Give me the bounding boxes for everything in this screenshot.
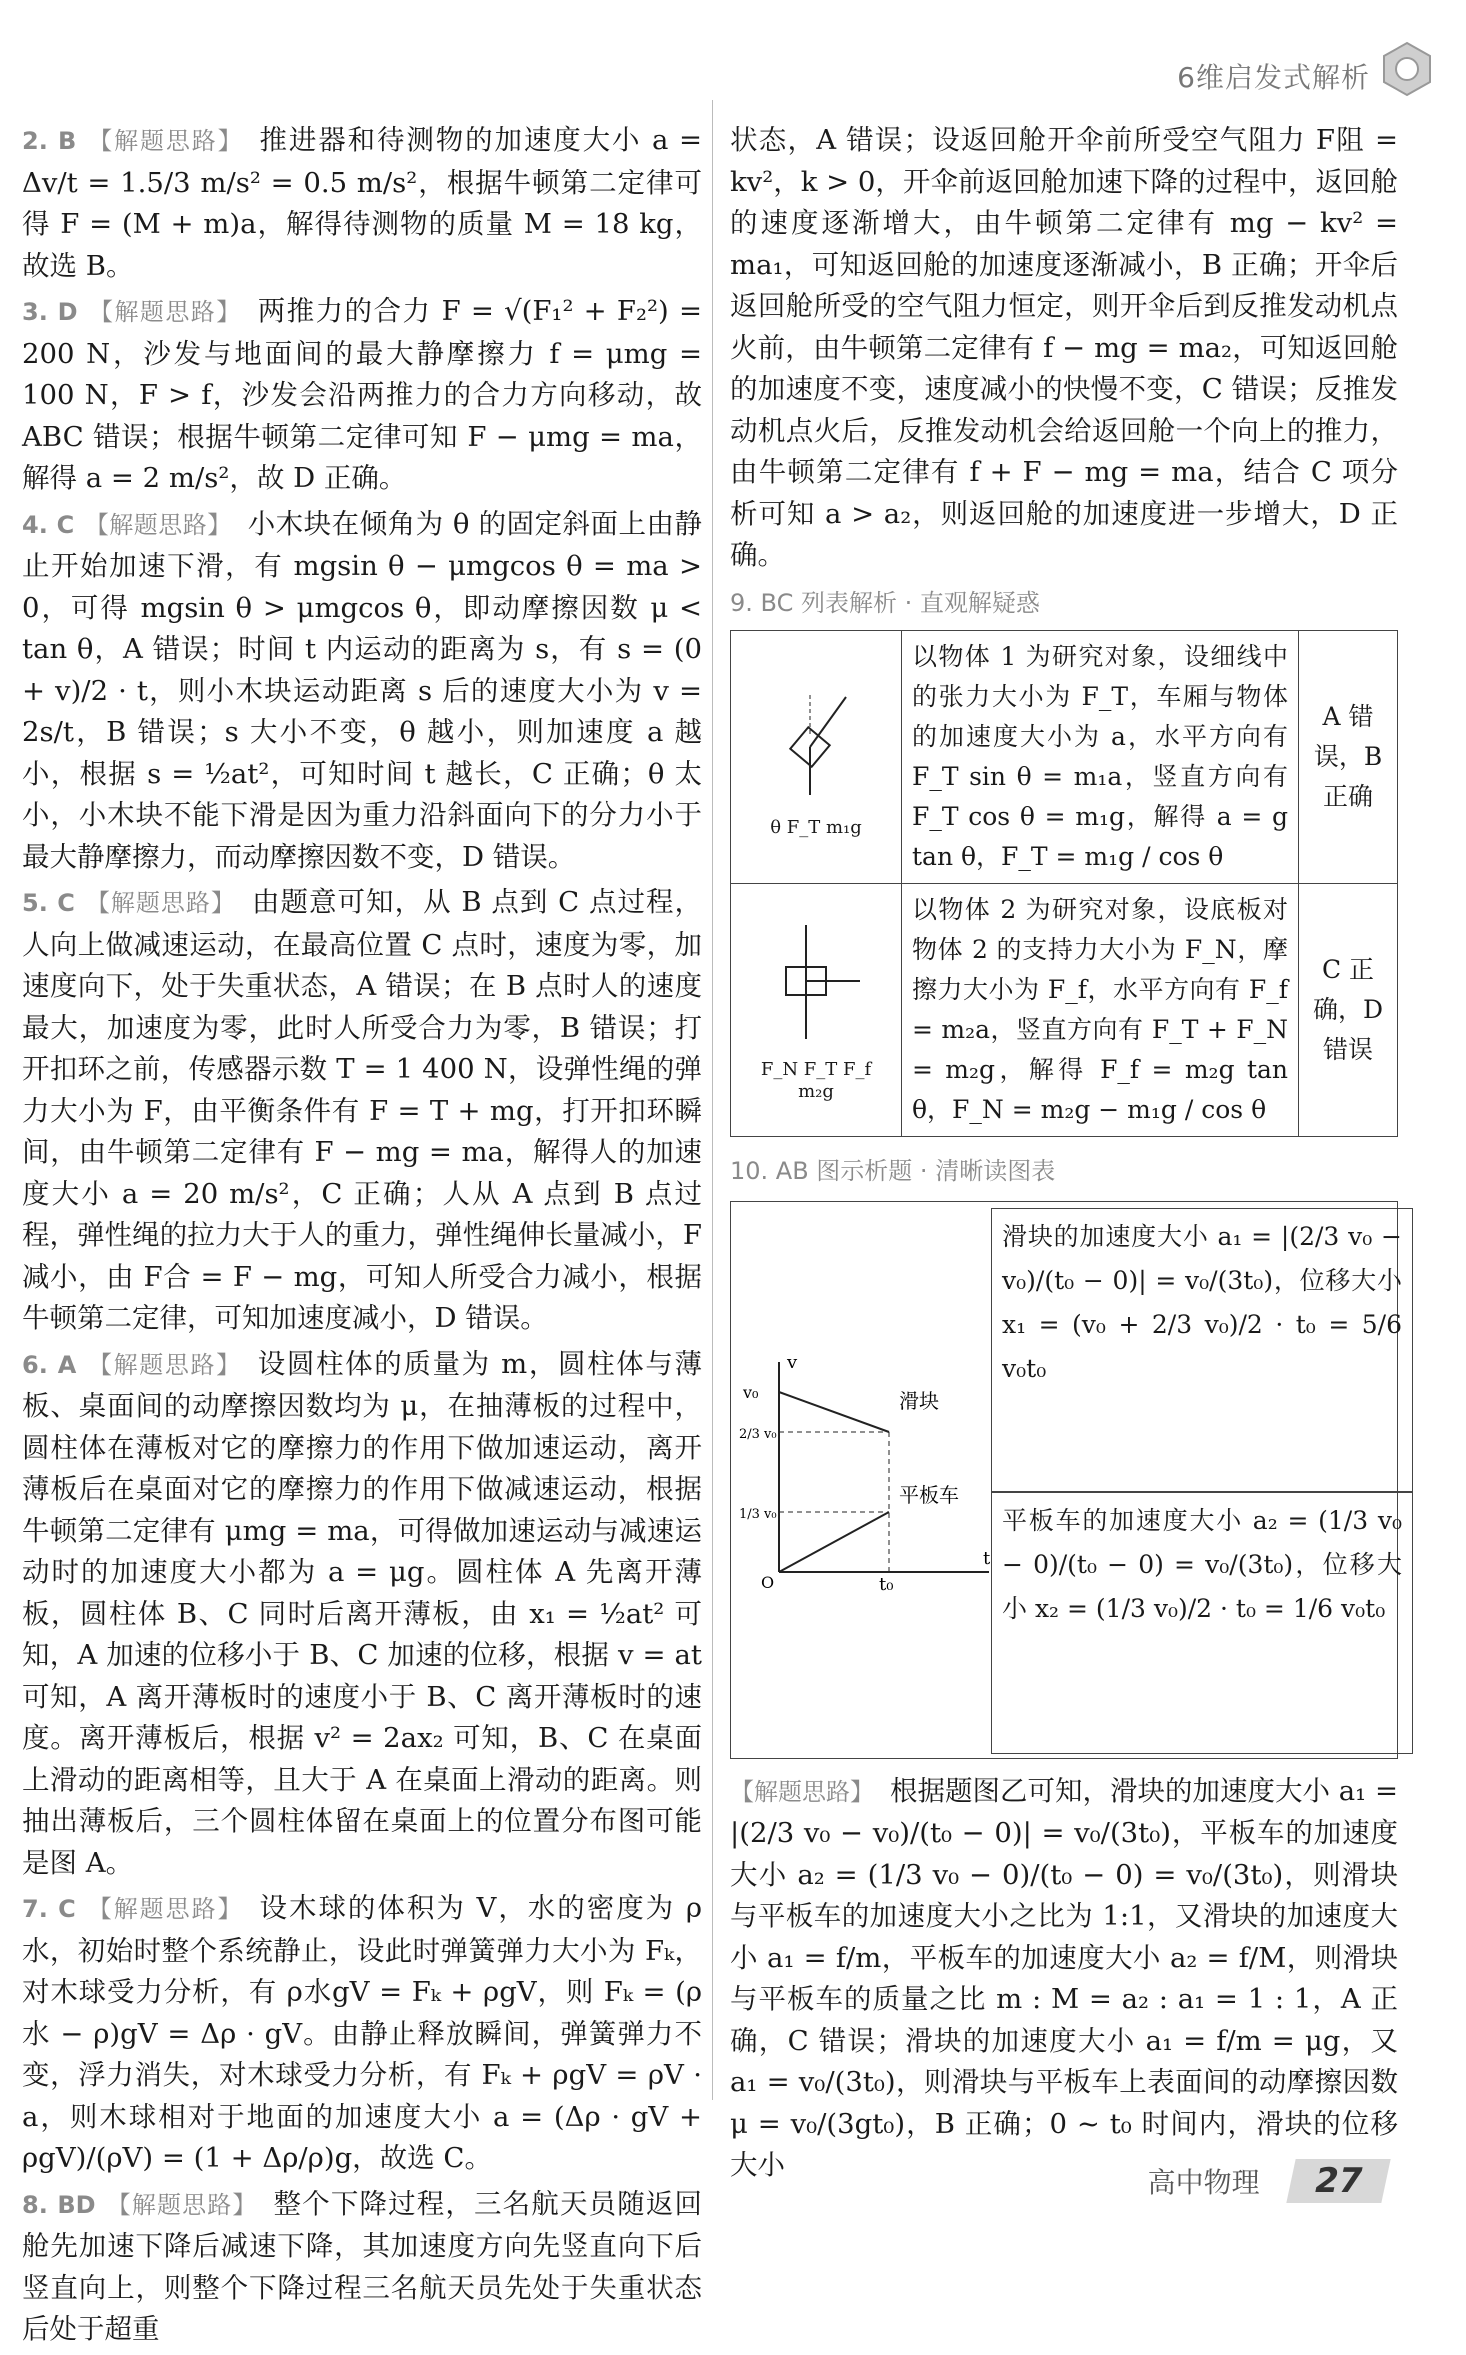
table-row <box>731 884 1398 1137</box>
header-logo-icon <box>1378 40 1436 98</box>
q10-diagram <box>730 1201 1402 1759</box>
footer-subject: 高中物理 <box>1147 2166 1260 2199</box>
svg-text:O: O <box>761 1572 775 1592</box>
svg-text:滑块: 滑块 <box>899 1388 939 1413</box>
svg-text:平板车: 平板车 <box>899 1482 959 1507</box>
q9-analysis-1: 以物体 1 为研究对象，设细线中的张力大小为 F_T，车厢与物体的加速度大小为 a，水平方向有 F_T sin θ = m₁a，竖直方向有 F_T cos θ = m₁g，解得 a = g tan θ，F_T = m₁g / cos θ <box>902 631 1299 884</box>
block-line <box>779 1392 889 1432</box>
force-diagram-1-icon <box>756 675 876 805</box>
q9-figure-2: F_N F_T F_f m₂g <box>731 884 902 1137</box>
column-divider <box>712 100 713 2100</box>
table-row <box>731 631 1398 884</box>
q10-block-box: 滑块的加速度大小 a₁ = |(2/3 v₀ − v₀)/(t₀ − 0)| = v₀/(3t₀)，位移大小 x₁ = (v₀ + 2/3 v₀)/2 · t₀ = 5/6 v₀t₀ <box>991 1208 1413 1492</box>
answer-10-thinking: 【解题思路】 根据题图乙可知，滑块的加速度大小 a₁ = |(2/3 v₀ − v₀)/(t₀ − 0)| = v₀/(3t₀)，平板车的加速度大小 a₂ = (1/3 v₀ − 0)/(t₀ − 0) = v₀/(3t₀)，则滑块与平板车的加速度大小之比为 1:1，又滑块的加速度大小 a₁ = f/m，平板车的加速度大小 a₂ = f/M，则滑块与平板车的质量之比 m : M = a₂ : a₁ = 1 : 1，A 正确，C 错误；滑块的加速度大小 a₁ = f/m = μg，又 a₁ = v₀/(3t₀)，则滑块与平板车上表面间的动摩擦因数 μ = v₀/(3gt₀)，B 正确；0 ~ t₀ 时间内，滑块的位移大小 <box>730 1774 1398 2181</box>
left-column <box>22 120 702 2355</box>
svg-text:t: t <box>983 1547 991 1569</box>
vt-graph <box>739 1352 1009 1592</box>
q9-result-1: A 错误，B 正确 <box>1299 631 1398 884</box>
page-footer <box>1148 2159 1386 2203</box>
q10-cart-box: 平板车的加速度大小 a₂ = (1/3 v₀ − 0)/(t₀ − 0) = v₀/(3t₀)，位移大小 x₂ = (1/3 v₀)/2 · t₀ = 1/6 v₀t₀ <box>991 1492 1413 1754</box>
answer-4: 4. C 【解题思路】 小木块在倾角为 θ 的固定斜面上由静止开始加速下滑，有 mgsin θ − μmgcos θ = ma > 0，可得 mgsin θ > μmgcos θ，即动摩擦因数 μ < tan θ，A 错误；时间 t 内运动的距离为 s，有 s = (0 + v)/2 · t，则小木块运动距离 s 后的速度大小为 v = 2s/t，B 错误；s 大小不变，θ 越小，则加速度 a 越小，根据 s = ½at²，可知时间 t 越长，C 正确；θ 太小，小木块不能下滑是因为重力沿斜面向下的分力小于最大静摩擦力，而动摩擦因数不变，D 错误。 <box>22 507 702 873</box>
answer-7: 7. C 【解题思路】 设木球的体积为 V，水的密度为 ρ水，初始时整个系统静止，设此时弹簧弹力大小为 Fₖ，对木球受力分析，有 ρ水gV = Fₖ + ρgV，则 Fₖ = (ρ水 − ρ)gV = Δρ · gV。由静止释放瞬间，弹簧弹力不变，浮力消失，对木球受力分析，有 Fₖ + ρgV = ρV · a，则木球相对于地面的加速度大小 a = (Δρ · gV + ρgV)/(ρV) = (1 + Δρ/ρ)g，故选 C。 <box>22 1892 702 2174</box>
q9-analysis-2: 以物体 2 为研究对象，设底板对物体 2 的支持力大小为 F_N，摩擦力大小为 F_f，水平方向有 F_f = m₂a，竖直方向有 F_T + F_N = m₂g，解得 F_f = m₂g tan θ，F_N = m₂g − m₁g / cos θ <box>902 884 1299 1137</box>
q9-result-2: C 正确，D 错误 <box>1299 884 1398 1137</box>
q9-figure-1: θ F_T m₁g <box>731 631 902 884</box>
svg-text:t₀: t₀ <box>879 1573 894 1592</box>
svg-text:2/3 v₀: 2/3 v₀ <box>739 1426 777 1442</box>
answer-6: 6. A 【解题思路】 设圆柱体的质量为 m，圆柱体与薄板、桌面间的动摩擦因数均为 μ，在抽薄板的过程中，圆柱体在薄板对它的摩擦力的作用下做加速运动，离开薄板后在桌面对它的摩擦力的作用下做减速运动，根据牛顿第二定律有 μmg = ma，可得做加速运动与减速运动时的加速度大小都为 a = μg。圆柱体 A 先离开薄板，圆柱体 B、C 同时后离开薄板，由 x₁ = ½at² 可知，A 加速的位移小于 B、C 加速的位移，根据 v = at 可知，A 离开薄板时的速度小于 B、C 离开薄板时的速度。离开薄板后，根据 v² = 2ax₂ 可知，B、C 在桌面上滑动的距离相等，且大于 A 在桌面上滑动的距离。则抽出薄板后，三个圆柱体留在桌面上的位置分布图可能是图 A。 <box>22 1347 702 1879</box>
q9-header: 9. BC 列表解析 · 直观解疑惑 <box>730 588 1040 617</box>
svg-text:1/3 v₀: 1/3 v₀ <box>739 1506 777 1522</box>
force-diagram-2-icon <box>756 917 876 1047</box>
right-column <box>730 120 1402 2191</box>
q10-header: 10. AB 图示析题 · 清晰读图表 <box>730 1157 1056 1185</box>
page-number: 27 <box>1286 2159 1391 2203</box>
svg-text:v: v <box>787 1351 798 1373</box>
q9-table <box>730 630 1398 1137</box>
svg-text:v₀: v₀ <box>743 1382 759 1402</box>
answer-3: 3. D 【解题思路】 两推力的合力 F = √(F₁² + F₂²) = 200 N，沙发与地面间的最大静摩擦力 f = μmg = 100 N，F > f，沙发会沿两推力的合力方向移动，故 ABC 错误；根据牛顿第二定律可知 F − μmg = ma，解得 a = 2 m/s²，故 D 正确。 <box>22 295 702 494</box>
header-title: 6维启发式解析 <box>1177 61 1370 94</box>
answer-8-continued: 状态，A 错误；设返回舱开伞前所受空气阻力 F阻 = kv²，k > 0，开伞前返回舱加速下降的过程中，返回舱的速度逐渐增大，由牛顿第二定律有 mg − kv² = ma₁，可知返回舱的加速度逐渐减小，B 正确；开伞后返回舱所受的空气阻力恒定，则开伞后到反推发动机点火前，由牛顿第二定律有 f − mg = ma₂，可知返回舱的加速度不变，速度减小的快慢不变，C 错误；反推发动机点火后，反推发动机会给返回舱一个向上的推力，由牛顿第二定律有 f + F − mg = ma，结合 C 项分析可知 a > a₂，则返回舱的加速度进一步增大，D 正确。 <box>730 124 1398 571</box>
answer-5: 5. C 【解题思路】 由题意可知，从 B 点到 C 点过程，人向上做减速运动，在最高位置 C 点时，速度为零，加速度向下，处于失重状态，A 错误；在 B 点时人的速度最大，加速度为零，此时人所受合力为零，B 错误；打开扣环之前，传感器示数 T = 1 400 N，设弹性绳的弹力大小为 F，由平衡条件有 F = T + mg，打开扣环瞬间，由牛顿第二定律有 F − mg = ma，解得人的加速度大小 a = 20 m/s²，C 正确；人从 A 点到 B 点过程，弹性绳的拉力大于人的重力，弹性绳伸长量减小，F 减小，由 F合 = F − mg，可知人所受合力减小，根据牛顿第二定律，可知加速度减小，D 错误。 <box>22 886 703 1334</box>
cart-line <box>779 1512 889 1572</box>
answer-8: 8. BD 【解题思路】 整个下降过程，三名航天员随返回舱先加速下降后减速下降，其加速度方向先竖直向下后竖直向上，则整个下降过程三名航天员先处于失重状态后处于超重 <box>22 2187 703 2345</box>
answer-2: 2. B 【解题思路】 推进器和待测物的加速度大小 a = Δv/t = 1.5/3 m/s² = 0.5 m/s²，根据牛顿第二定律可得 F = (M + m)a，解得待测物的质量 M = 18 kg，故选 B。 <box>22 124 703 282</box>
